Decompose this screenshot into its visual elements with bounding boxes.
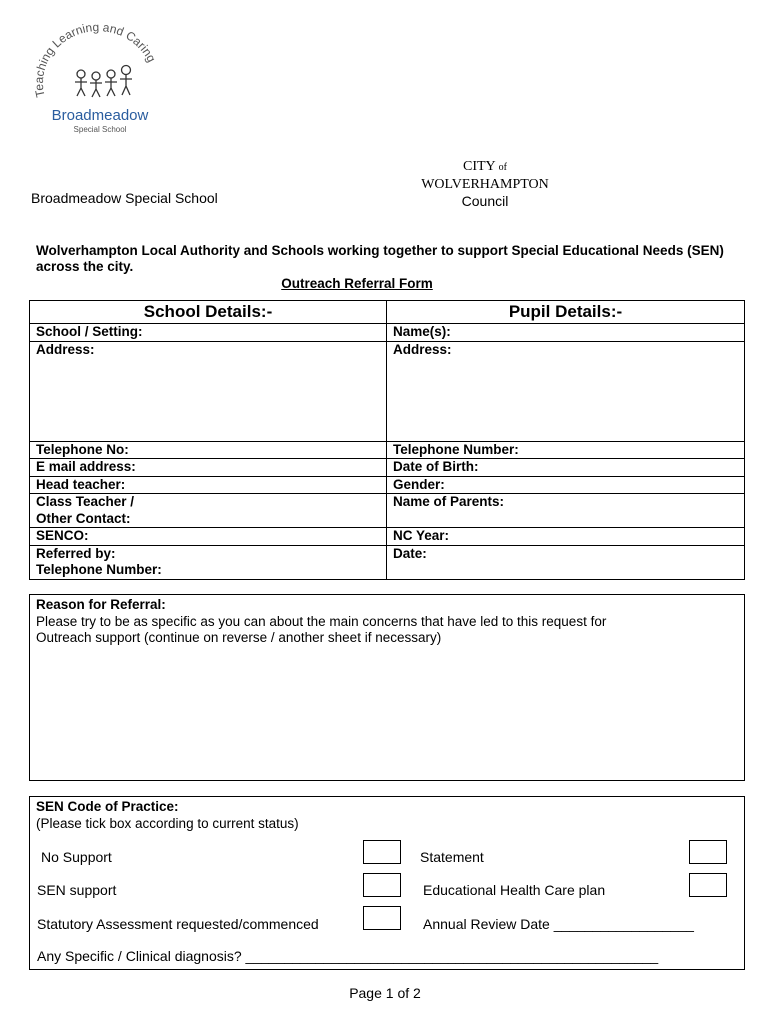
referred-by-field[interactable] — [30, 545, 387, 579]
pupil-telephone-field[interactable]: Telephone Number: — [387, 441, 745, 459]
council-word: Council — [461, 193, 509, 209]
head-teacher-field[interactable]: Head teacher: — [30, 476, 387, 494]
council-of: of — [498, 162, 507, 173]
other-contact-label: Other Contact: — [36, 510, 131, 526]
reason-instruction-line1: Please try to be as specific as you can about the main concerns that have led to this request for — [36, 613, 607, 629]
council-logo-text — [400, 158, 570, 210]
school-details-heading: School Details:- — [30, 301, 387, 324]
statement-label: Statement — [420, 849, 484, 865]
pupil-details-heading: Pupil Details:- — [387, 301, 745, 324]
pupil-name-field[interactable]: Name(s): — [387, 324, 745, 342]
annual-review-date-field[interactable]: Annual Review Date __________________ — [423, 916, 694, 932]
logo-subname: Special School — [73, 125, 127, 134]
no-support-checkbox[interactable] — [363, 840, 401, 864]
sen-code-of-practice-box — [29, 796, 745, 970]
intro-text: Wolverhampton Local Authority and Schools working together to support Special Educational Needs (SEN) across the city. — [36, 243, 724, 274]
statutory-assessment-checkbox[interactable] — [363, 906, 401, 930]
statement-checkbox[interactable] — [689, 840, 727, 864]
class-teacher-field[interactable] — [30, 494, 387, 528]
date-field[interactable]: Date: — [387, 545, 745, 579]
clinical-diagnosis-field[interactable]: Any Specific / Clinical diagnosis? _____________________________________________________ — [37, 948, 659, 964]
reason-for-referral-box[interactable] — [29, 594, 745, 781]
school-logo — [28, 22, 178, 144]
council-wolverhampton: WOLVERHAMPTON — [421, 177, 549, 192]
sen-support-label: SEN support — [37, 882, 117, 898]
nc-year-field[interactable]: NC Year: — [387, 528, 745, 546]
sen-subheading: (Please tick box according to current status) — [36, 815, 299, 831]
school-setting-field[interactable]: School / Setting: — [30, 324, 387, 342]
sen-support-checkbox[interactable] — [363, 873, 401, 897]
senco-field[interactable]: SENCO: — [30, 528, 387, 546]
class-teacher-label: Class Teacher / — [36, 494, 135, 509]
details-table — [29, 300, 745, 580]
page-number: Page 1 of 2 — [349, 985, 421, 1001]
reason-instruction-line2: Outreach support (continue on reverse / another sheet if necessary) — [36, 630, 442, 645]
form-title: Outreach Referral Form — [281, 276, 433, 291]
pupil-address-field[interactable]: Address: — [387, 341, 745, 441]
referrer-telephone-label: Telephone Number: — [36, 562, 162, 577]
statutory-assessment-label: Statutory Assessment requested/commenced — [37, 916, 319, 932]
reason-heading: Reason for Referral: — [36, 597, 166, 612]
logo-arc-text: Teaching Learning and Caring — [31, 22, 159, 99]
referred-by-label: Referred by: — [36, 545, 116, 561]
school-telephone-field[interactable]: Telephone No: — [30, 441, 387, 459]
school-email-field[interactable]: E mail address: — [30, 459, 387, 477]
school-address-field[interactable]: Address: — [30, 341, 387, 441]
logo-name: Broadmeadow — [51, 107, 149, 124]
school-name: Broadmeadow Special School — [31, 190, 218, 206]
ehcp-label: Educational Health Care plan — [423, 882, 606, 898]
sen-heading: SEN Code of Practice: — [36, 799, 179, 814]
council-city: CITY — [463, 159, 496, 174]
parents-name-field[interactable]: Name of Parents: — [387, 494, 745, 528]
pupil-gender-field[interactable]: Gender: — [387, 476, 745, 494]
pupil-dob-field[interactable]: Date of Birth: — [387, 459, 745, 477]
ehcp-checkbox[interactable] — [689, 873, 727, 897]
no-support-label: No Support — [41, 849, 112, 865]
